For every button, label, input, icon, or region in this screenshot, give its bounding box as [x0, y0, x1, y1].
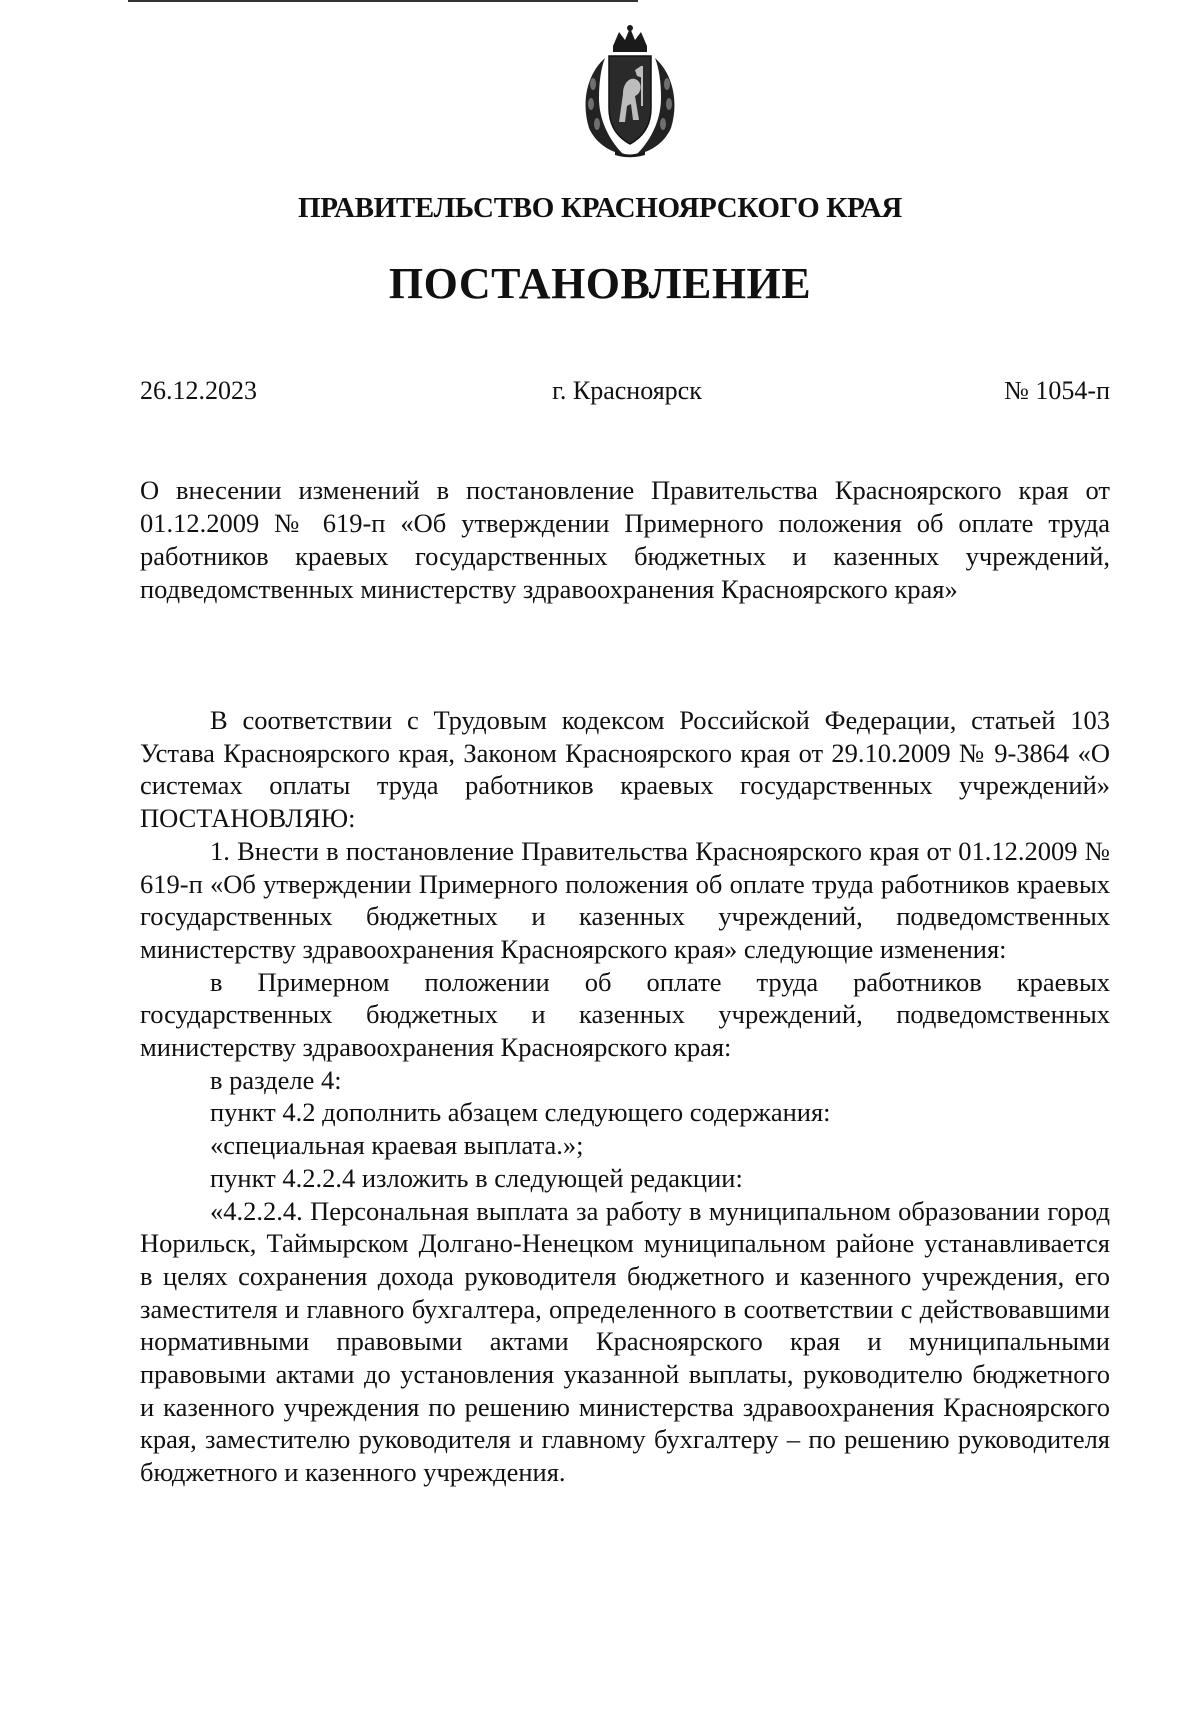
preamble-paragraph: В соответствии с Трудовым кодексом Российской Федерации, статьей 103 Устава Красноярского края, Законом Красноярского края от 29.10.2009 № 9-3864 «О системах оплаты труда работников краевых государственных учреждений» ПОСТАНОВЛЯЮ:: [140, 705, 1110, 834]
document-city: г. Красноярск: [552, 376, 702, 405]
coat-of-arms-icon: [575, 24, 685, 158]
scan-top-edge-line: [128, 0, 638, 2]
document-date: 26.12.2023: [140, 376, 257, 405]
point-4-2-2-4-line: пункт 4.2.2.4 изложить в следующей редакции:: [210, 1162, 743, 1193]
special-payment-line: «специальная краевая выплата.»;: [210, 1130, 584, 1161]
new-text-4-2-2-4-paragraph: «4.2.2.4. Персональная выплата за работу в муниципальном образовании город Норильск, Таймырском Долгано-Ненецком муниципальном районе устанавливается в целях сохранения дохода руководителя бюджетного и казенного учреждения, его заместителя и главного бухгалтера, определенного в соответствии с действовавшими нормативными правовыми актами Красноярского края и муниципальными правовыми актами до установления указанной выплаты, руководителю бюджетного и казенного учреждения по решению министерства здравоохранения Красноярского края, заместителю руководителя и главному бухгалтеру – по решению руководителя бюджетного и казенного учреждения.: [140, 1195, 1110, 1488]
point-4-2-line: пункт 4.2 дополнить абзацем следующего содержания:: [210, 1097, 831, 1128]
item-1-paragraph: 1. Внести в постановление Правительства Красноярского края от 01.12.2009 № 619-п «Об утверждении Примерного положения об оплате труда работников краевых государственных бюджетных и казенных учреждений, подведомственных министерству здравоохранения Красноярского края» следующие изменения:: [140, 835, 1110, 964]
section-4-line: в разделе 4:: [210, 1064, 342, 1095]
document-type-title: ПОСТАНОВЛЕНИЕ: [388, 259, 812, 308]
document-subject: О внесении изменений в постановление Правительства Красноярского края от 01.12.2009 № 619-п «Об утверждении Примерного положения об оплате труда работников краевых государственных бюджетных и казенных учреждений, подведомственных министерству здравоохранения Красноярского края»: [140, 475, 1110, 604]
document-number: № 1054-п: [1004, 376, 1110, 405]
issuing-authority: ПРАВИТЕЛЬСТВО КРАСНОЯРСКОГО КРАЯ: [297, 192, 903, 224]
document-body: [140, 704, 1110, 1489]
regulation-paragraph: в Примерном положении об оплате труда работников краевых государственных бюджетных и казенных учреждений, подведомственных министерству здравоохранения Красноярского края:: [140, 966, 1110, 1063]
